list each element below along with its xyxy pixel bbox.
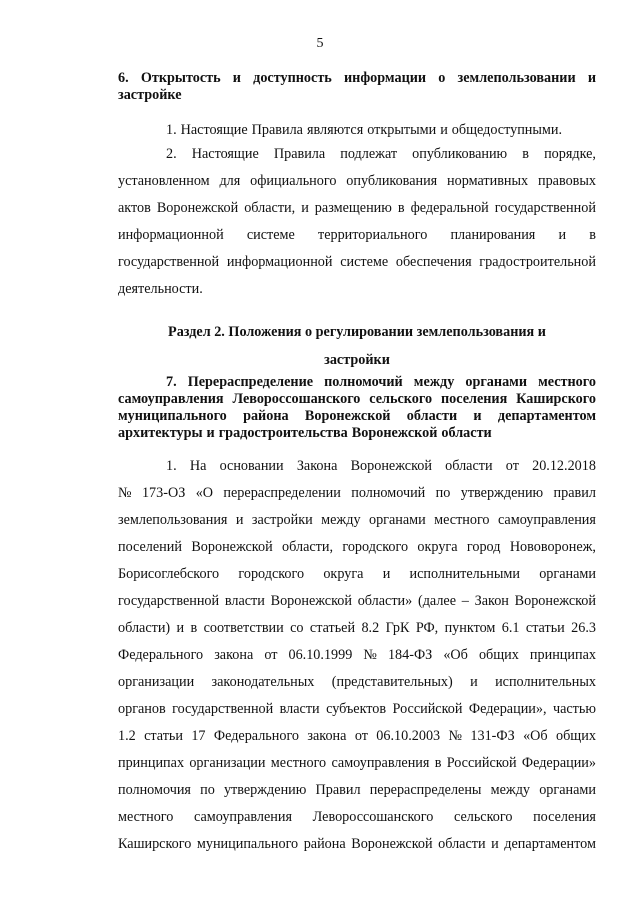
section-7-heading (118, 374, 596, 442)
paragraph-line: полномочия по утверждению Правил перераспределены между органами (118, 782, 596, 798)
section-2-heading (118, 318, 596, 374)
section-6-item-2 (118, 141, 596, 303)
paragraph-line: государственной власти Воронежской области» (далее – Закон Воронежской (118, 593, 596, 609)
heading-line: 6. Открытость и доступность информации о землепользовании и (118, 70, 596, 86)
paragraph-line: 1. Настоящие Правила являются открытыми и общедоступными. (166, 122, 563, 138)
paragraph-line: 1. На основании Закона Воронежской области от 20.12.2018 (166, 458, 596, 474)
paragraph-line: землепользования и застройки между органами местного самоуправления (118, 512, 596, 528)
paragraph-line: актов Воронежской области, и размещению в федеральной государственной (118, 200, 596, 216)
paragraph-line: государственной информационной системе обеспечения градостроительной (118, 254, 596, 270)
paragraph-line: области) и в соответствии со статьей 8.2 ГрК РФ, пунктом 6.1 статьи 26.3 (118, 620, 596, 636)
paragraph-line: установленном для официального опубликования нормативных правовых (118, 173, 596, 189)
heading-line: застройке (118, 87, 182, 103)
paragraph-line: 2. Настоящие Правила подлежат опубликованию в порядке, (166, 146, 596, 162)
section-6-heading (118, 70, 596, 104)
heading-line: 7. Перераспределение полномочий между органами местного (166, 374, 596, 390)
paragraph-line: № 173-ОЗ «О перераспределении полномочий по утверждению правил (118, 485, 596, 501)
paragraph-line: органов государственной власти субъектов Российской Федерации», частью (118, 701, 596, 717)
heading-line: архитектуры и градостроительства Воронежской области (118, 425, 492, 441)
heading-line: застройки (324, 352, 390, 368)
paragraph-line: информационной системе территориального планирования и в (118, 227, 596, 243)
paragraph-line: местного самоуправления Левороссошанского сельского поселения (118, 809, 596, 825)
heading-line: муниципального района Воронежской области и департаментом (118, 408, 596, 424)
paragraph-line: Федерального закона от 06.10.1999 № 184-ФЗ «Об общих принципах (118, 647, 596, 663)
paragraph-line: Борисоглебского городского округа и исполнительными органами (118, 566, 596, 582)
paragraph-line: деятельности. (118, 281, 203, 297)
paragraph-line: Каширского муниципального района Воронежской области и департаментом (118, 836, 596, 852)
page-number: 5 (316, 36, 324, 51)
section-6-item-1 (118, 117, 596, 144)
paragraph-line: организации законодательных (представительных) и исполнительных (118, 674, 596, 690)
heading-line: самоуправления Левороссошанского сельского поселения Каширского (118, 391, 596, 407)
heading-line: Раздел 2. Положения о регулировании землепользования и (168, 324, 546, 340)
paragraph-line: принципах организации местного самоуправления в Российской Федерации» (118, 755, 596, 771)
paragraph-line: поселений Воронежской области, городского округа город Нововоронеж, (118, 539, 596, 555)
section-7-paragraph (118, 453, 596, 858)
paragraph-line: 1.2 статьи 17 Федерального закона от 06.10.2003 № 131-ФЗ «Об общих (118, 728, 596, 744)
